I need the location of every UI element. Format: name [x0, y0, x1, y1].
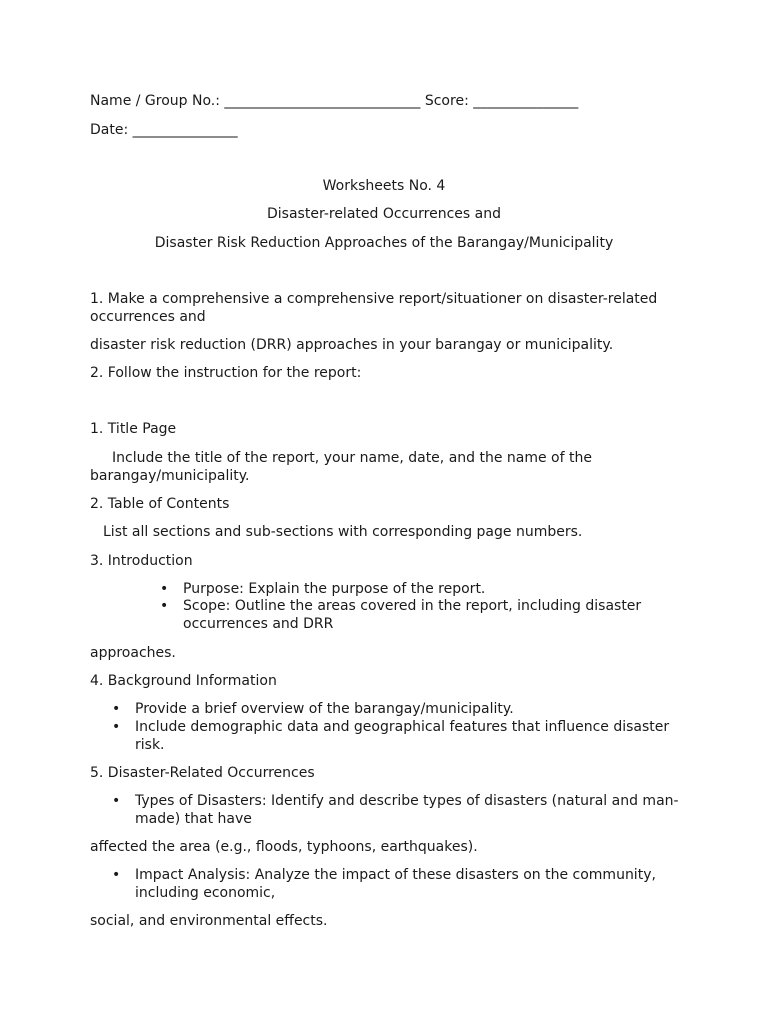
instruction-item-2: 2. Follow the instruction for the report: — [90, 365, 362, 381]
name-group-score-line: Name / Group No.: ____________________________ Score: _______________ — [90, 93, 579, 109]
section-text-toc: List all sections and sub-sections with corresponding page numbers. — [103, 524, 583, 540]
list-item: Types of Disasters: Identify and describe types of disasters (natural and man-made) that have — [135, 793, 679, 827]
list-item: Purpose: Explain the purpose of the report. — [183, 581, 486, 597]
worksheet-subtitle-1: Disaster-related Occurrences and — [267, 206, 501, 222]
bullet-icon: • — [112, 701, 121, 717]
bullet-icon: • — [112, 867, 121, 883]
bullet-icon: • — [160, 598, 169, 614]
worksheet-subtitle-2: Disaster Risk Reduction Approaches of the Barangay/Municipality — [154, 235, 614, 251]
date-line: Date: _______________ — [90, 122, 238, 138]
section-heading-title-page: 1. Title Page — [90, 421, 177, 437]
list-item: Impact Analysis: Analyze the impact of these disasters on the community, including economic, — [135, 867, 656, 901]
instruction-item-1: 1. Make a comprehensive a comprehensive report/situationer on disaster-related occurrences and — [90, 291, 658, 325]
list-item: Scope: Outline the areas covered in the report, including disaster occurrences and DRR — [183, 598, 642, 632]
section-heading-occurrences: 5. Disaster-Related Occurrences — [90, 765, 315, 781]
introduction-continuation: approaches. — [90, 645, 176, 661]
bullet-icon: • — [112, 719, 121, 735]
list-item: Include demographic data and geographical features that influence disaster risk. — [135, 719, 670, 753]
section-heading-background: 4. Background Information — [90, 673, 277, 689]
bullet-icon: • — [160, 581, 169, 597]
list-item: Provide a brief overview of the barangay/municipality. — [135, 701, 514, 717]
section-heading-toc: 2. Table of Contents — [90, 496, 230, 512]
bullet-icon: • — [112, 793, 121, 809]
occurrences-continuation-1: affected the area (e.g., floods, typhoons, earthquakes). — [90, 839, 478, 855]
section-text-title-page: Include the title of the report, your name, date, and the name of the barangay/municipality. — [90, 450, 592, 484]
occurrences-continuation-2: social, and environmental effects. — [90, 913, 328, 929]
instruction-item-1-continued: disaster risk reduction (DRR) approaches in your barangay or municipality. — [90, 337, 614, 353]
section-heading-introduction: 3. Introduction — [90, 553, 193, 569]
worksheet-number-title: Worksheets No. 4 — [322, 178, 446, 194]
